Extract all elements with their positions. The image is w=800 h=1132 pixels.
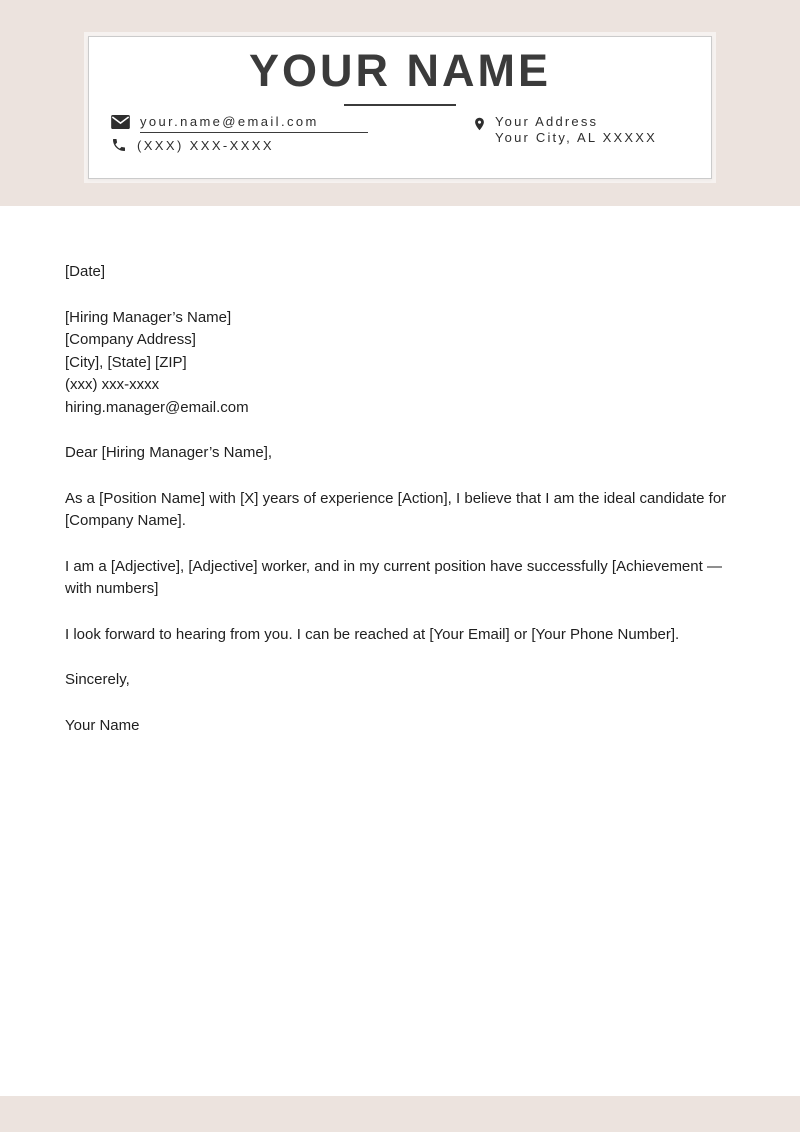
phone-row <box>111 137 368 153</box>
letter-body <box>65 261 727 760</box>
email-row <box>111 114 368 129</box>
name-underline <box>344 104 456 106</box>
address-line-1: Your Address <box>495 114 599 129</box>
body-paragraph: As a [Position Name] with [X] years of experience [Action], I believe that I am the ideal candidate for [Company Name]. <box>65 489 727 529</box>
recipient-line: [City], [State] [ZIP] <box>65 353 187 371</box>
contact-right-column <box>472 114 657 146</box>
envelope-icon <box>111 115 130 129</box>
location-pin-icon <box>472 114 487 134</box>
contact-left-column <box>111 114 368 153</box>
email-divider-line <box>140 132 368 133</box>
contact-section <box>89 114 711 153</box>
body-paragraph: I am a [Adjective], [Adjective] worker, and in my current position have successfully [Achievement — with numbers] <box>65 557 722 597</box>
bottom-color-band <box>0 1096 800 1132</box>
recipient-line: (xxx) xxx-xxxx <box>65 376 160 393</box>
phone-icon <box>111 137 127 153</box>
recipient-line: [Company Address] <box>65 331 196 348</box>
name-title: YOUR NAME <box>248 45 551 96</box>
address-line-2: Your City, AL XXXXX <box>495 130 657 145</box>
header-card <box>88 36 712 179</box>
email-text: your.name@email.com <box>140 114 319 129</box>
signature: Your Name <box>65 716 140 734</box>
salutation: Dear [Hiring Manager’s Name], <box>65 444 273 461</box>
recipient-line: hiring.manager@email.com <box>65 398 249 416</box>
phone-text: (XXX) XXX-XXXX <box>137 137 274 153</box>
body-paragraph: I look forward to hearing from you. I can be reached at [Your Email] or [Your Phone Number]. <box>65 625 680 643</box>
closing: Sincerely, <box>65 671 130 688</box>
letter-date: [Date] <box>65 263 106 280</box>
address-block <box>495 114 657 146</box>
recipient-line: [Hiring Manager’s Name] <box>65 308 232 326</box>
recipient-block <box>65 307 727 420</box>
